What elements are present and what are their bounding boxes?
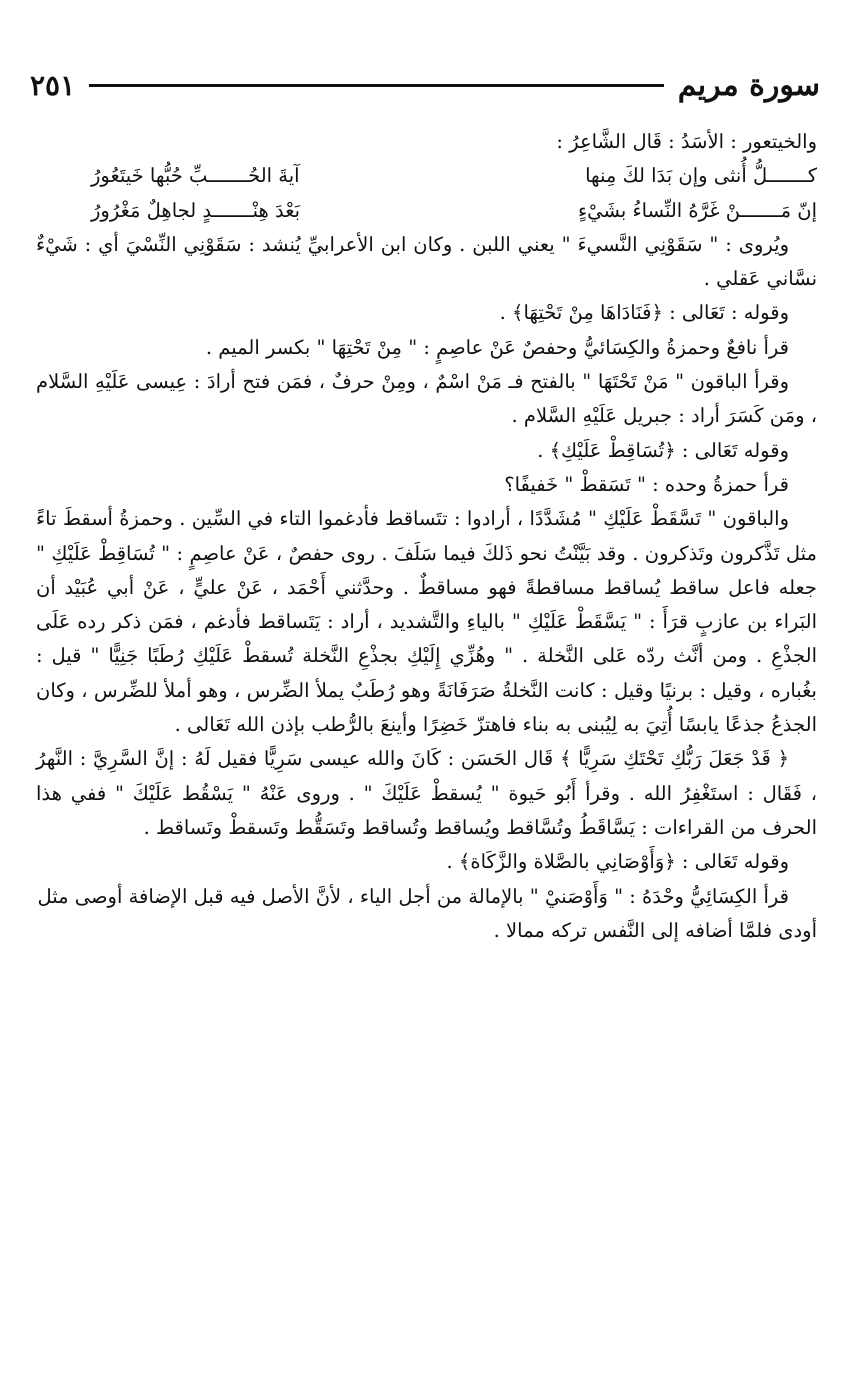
header-rule: [89, 84, 664, 87]
quran-verse-heading: وقوله تَعَالى : ﴿تُسَاقِطْ عَلَيْكِ﴾ .: [537, 438, 789, 462]
paragraph: وقرأ الباقون " مَنْ تَحْتَهَا " بالفتح فـ مَنْ اسْمٌ ، ومِنْ حرفٌ ، فمَن فتح أرادَ : عِيسى عَلَيْهِ السَّلام ، ومَن كَسَرَ أراد : جبريل عَلَيْهِ السَّلام .: [36, 370, 817, 428]
poem-verse-1: [36, 159, 817, 193]
page-number: ٢٥١: [30, 68, 76, 102]
verse-2-first-hemistich: إنّ مَـــــــنْ غَرَّهُ النِّساءُ بشَيْءٍ: [578, 198, 817, 222]
quran-verse-heading: وقوله : تَعَالى : ﴿فَنَادَاهَا مِنْ تَحْتِهَا﴾ .: [499, 301, 789, 325]
verse-1-first-hemistich: كـــــــلُّ أُنثى وإن بَدَا لكَ مِنها: [585, 164, 817, 188]
paragraph: ويُروى : " سَقَوْنِي النَّسيءَ " يعني اللبن . وكان ابن الأعرابيِّ يُنشد : سَقَوْنِي النِّسْيَ أي : شَيْءٌ نسَّاني عَقلي .: [36, 232, 817, 291]
paragraph: قرأ حمزةُ وحده : " تَسَقطْ " خَفيفًا؟: [504, 472, 789, 496]
page-body: [36, 125, 817, 948]
paragraph: ﴿ قَدْ جَعَلَ رَبُّكِ تَحْتَكِ سَرِيًّا ﴾ قَال الحَسَن : كَانَ والله عيسى سَرِيًّا فقيل لَهُ : إنَّ السَّرِيَّ : النَّهرُ ، فَقَال : استَغْفِرُ الله . وقرأ أَبُو حَيوة " يُسقطْ عَلَيْكَ " . وروى عَنْهُ " يَسْقُط عَلَيْكَ " ففي هذا الحرف من القراءات : يَسَّاقَطُ وتُسَّاقط ويُساقط وتُساقط وتَسَقُّط وتَسقطْ وتَساقط .: [36, 747, 817, 839]
surah-title: سورة مريم: [677, 67, 820, 103]
page-header: [30, 60, 820, 110]
verse-1-second-hemistich: آيةَ الحُـــــــبِّ حُبُّها خَيتَعُورُ: [91, 164, 300, 188]
verse-2-second-hemistich: بَعْدَ هِنْـــــــدٍ لجاهِلٌ مَغْرُورُ: [91, 198, 301, 222]
paragraph: قرأ نافعٌ وحمزةُ والكِسَائيُّ وحفصٌ عَنْ عاصِمٍ : " مِنْ تَحْتِهَا " بكسر الميم .: [205, 335, 789, 359]
poem-verse-2: [36, 194, 817, 228]
quran-verse-heading: وقوله تَعَالى : ﴿وَأَوْصَانِي بالصَّلاة والزَّكَاة﴾ .: [446, 850, 789, 874]
paragraph: والباقون " تَسَّقَطْ عَلَيْكِ " مُشَدَّدًا ، أرادوا : تتَساقط فأدغموا التاء في السِّين . وحمزةُ أسقطَ تاءً مثل تَذَّكرون وتَذكرون . وقد بَيَّنْتُ نحو ذَلكَ فيما سَلَفَ . روى حفصٌ ، عَنْ عاصِمٍ : " تُسَاقِطْ عَلَيْكِ " جعله فاعل ساقط يُساقط مساقطةً فهو مساقطٌ . وحدَّثني أَحْمَد ، عَنْ عليٍّ ، عَنْ أبي عُبَيْد أن البَراء بن عازبٍ قرَأَ : " يَسَّقَطْ عَلَيْكِ " بالياءِ والتَّشديد ، أراد : يَتَساقط فأدغم ، فمَن ذكر رده عَلَى الجذْعِ . ومن أنَّث ردّه عَلى النَّخلة . " وهُزِّي إِلَيْكِ بجذْعِ النَّخلة تُسقطْ عَلَيْكِ رُطَبًا جَنِيًّا " قيل : بغُباره ، وقيل : برنيًا وقيل : كانت النَّخلةُ صَرَفَانَةً وهو رُطَبٌ يملأ الضِّرس ، وهو أملأ للضِّرس ، وكان الجذعُ جذعًا يابسًا أُتِيَ به لِيُبنى به بناء فاهتزّ خَضِرًا وأينعَ بالرُّطب بإذن الله تَعَالى .: [36, 507, 817, 737]
intro-line: والخيتعور : الأسَدُ : قَال الشَّاعِرُ :: [556, 130, 817, 153]
paragraph: قرأ الكِسَائِيُّ وحْدَهُ : " وَأَوْصَنيْ " بالإمالة من أجل الياء ، لأنَّ الأصل فيه قبل الإضافة أوصى مثل أودى فلمَّا أضافه إلى النَّفس تركه ممالا .: [37, 884, 817, 942]
